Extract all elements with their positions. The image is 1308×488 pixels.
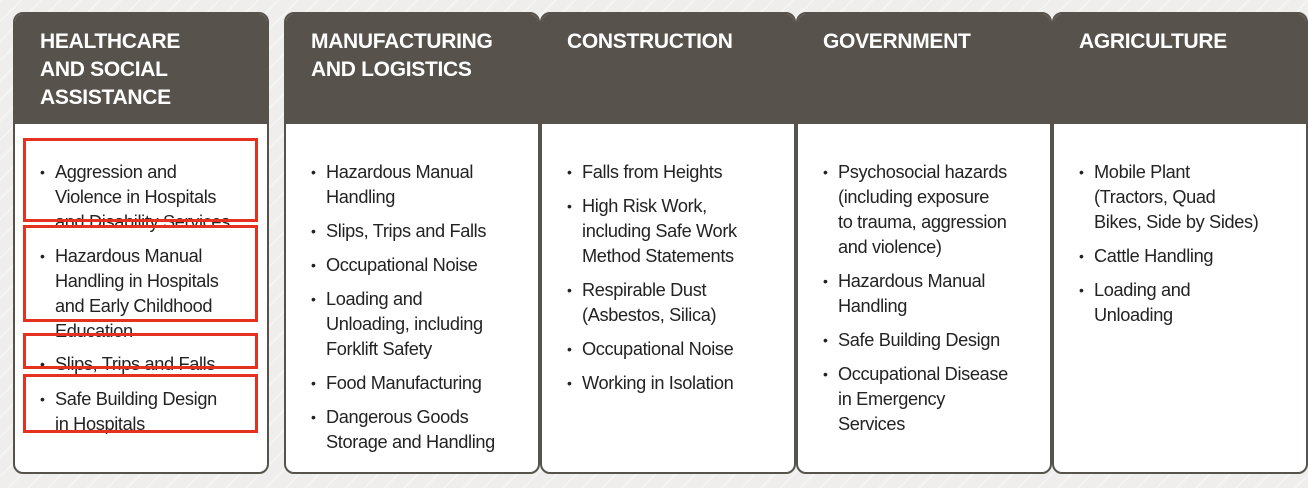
list-item: • Mobile Plant (Tractors, Quad Bikes, Side by Sides)	[1079, 162, 1259, 232]
list-item: • High Risk Work, including Safe Work Method Statements	[567, 196, 737, 266]
list-item: • Safe Building Design	[823, 328, 1042, 353]
bullet-icon: •	[1079, 248, 1084, 264]
list-item: • Psychosocial hazards (including exposure to trauma, aggression and violence)	[823, 162, 1007, 257]
bullet-icon: •	[823, 332, 828, 348]
bullet-icon: •	[567, 341, 572, 357]
bullet-icon: •	[311, 223, 316, 239]
list-item: • Loading and Unloading	[1079, 280, 1191, 325]
bullet-icon: •	[823, 164, 828, 180]
list-item: • Food Manufacturing	[311, 371, 530, 396]
column-construction	[540, 12, 796, 474]
list-item: • Loading and Unloading, including Forklift Safety	[311, 289, 483, 359]
column-title: GOVERNMENT	[823, 30, 971, 53]
column-body	[1054, 146, 1306, 472]
list-item: • Falls from Heights	[567, 160, 786, 185]
bullet-icon: •	[823, 273, 828, 289]
bullet-icon: •	[567, 198, 572, 214]
list-item: • Dangerous Goods Storage and Handling	[311, 407, 495, 452]
list-item: • Hazardous Manual Handling	[311, 162, 474, 207]
list-item: • Hazardous Manual Handling in Hospitals and Early Childhood Education	[40, 246, 219, 341]
list-item: • Hazardous Manual Handling	[823, 271, 986, 316]
column-body	[798, 146, 1050, 472]
column-header	[798, 14, 1050, 124]
column-body	[542, 146, 794, 472]
column-title: MANUFACTURING AND LOGISTICS	[311, 30, 493, 81]
list-item: • Safe Building Design in Hospitals	[40, 389, 217, 434]
bullet-icon: •	[567, 282, 572, 298]
list-item: • Occupational Noise	[311, 253, 530, 278]
bullet-icon: •	[311, 164, 316, 180]
list-item: • Working in Isolation	[567, 371, 786, 396]
bullet-icon: •	[311, 409, 316, 425]
column-body	[286, 146, 538, 472]
list-item: • Occupational Noise	[567, 337, 786, 362]
bullet-icon: •	[40, 356, 45, 372]
column-government	[796, 12, 1052, 474]
bullet-icon: •	[567, 375, 572, 391]
bullet-icon: •	[311, 375, 316, 391]
list-item: • Slips, Trips and Falls	[40, 352, 259, 377]
column-title: AGRICULTURE	[1079, 30, 1227, 53]
bullet-icon: •	[823, 366, 828, 382]
column-agriculture	[1052, 12, 1308, 474]
column-body	[15, 146, 267, 472]
column-title: CONSTRUCTION	[567, 30, 733, 53]
list-item: • Aggression and Violence in Hospitals and Disability Services	[40, 162, 230, 232]
bullet-icon: •	[1079, 282, 1084, 298]
column-manufacturing	[284, 12, 540, 474]
column-header	[1054, 14, 1306, 124]
list-item: • Cattle Handling	[1079, 244, 1298, 269]
bullet-icon: •	[40, 391, 45, 407]
column-header	[286, 14, 538, 124]
list-item: • Occupational Disease in Emergency Services	[823, 364, 1008, 434]
bullet-icon: •	[40, 248, 45, 264]
bullet-icon: •	[40, 164, 45, 180]
column-header	[542, 14, 794, 124]
column-header	[15, 14, 267, 124]
bullet-icon: •	[567, 164, 572, 180]
list-item: • Slips, Trips and Falls	[311, 219, 530, 244]
bullet-icon: •	[1079, 164, 1084, 180]
list-item: • Respirable Dust (Asbestos, Silica)	[567, 280, 717, 325]
column-title: HEALTHCARE AND SOCIAL ASSISTANCE	[40, 30, 181, 109]
bullet-icon: •	[311, 257, 316, 273]
column-healthcare	[13, 12, 269, 474]
bullet-icon: •	[311, 291, 316, 307]
